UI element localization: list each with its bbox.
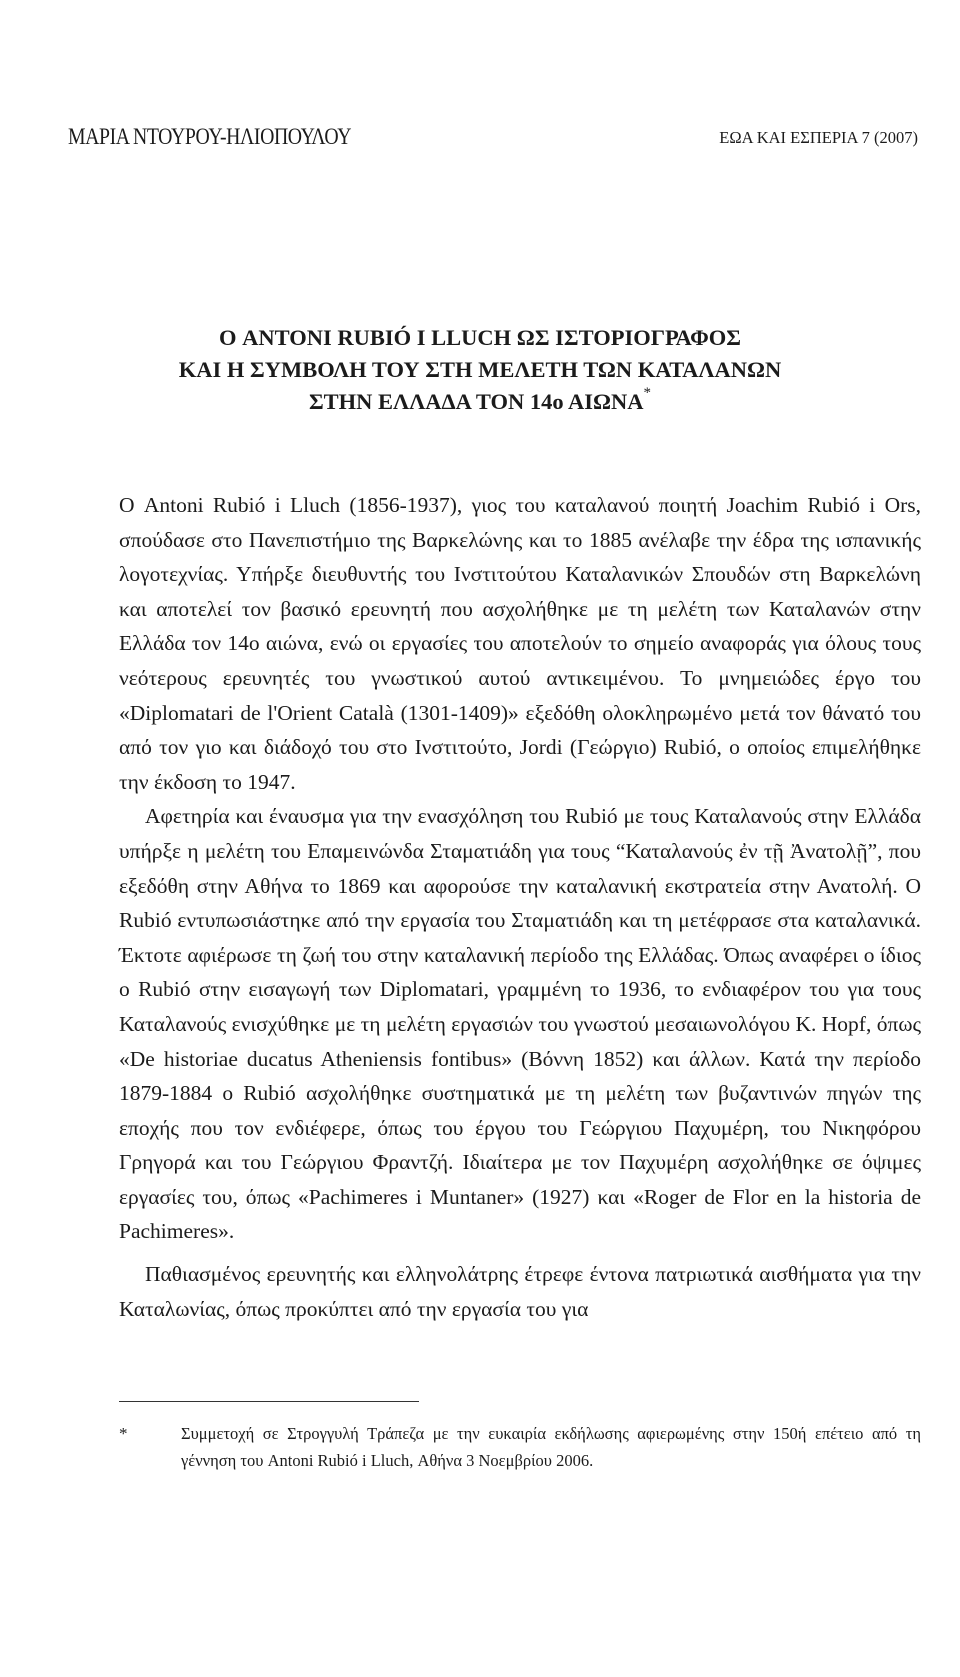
body-paragraph-3: Παθιασμένος ερευνητής και ελληνολάτρης έτρεφε έντονα πατριωτικά αισθήματα για την Καταλωνίας, όπως προκύπτει από την εργασία του για [119, 1262, 921, 1321]
footnote [119, 1420, 921, 1474]
journal-citation: ΕΩΑ ΚΑΙ ΕΣΠΕΡΙΑ 7 (2007) [719, 128, 918, 147]
author-name: ΜΑΡΙΑ ΝΤΟΥΡΟΥ-ΗΛΙΟΠΟΥΛΟΥ [68, 124, 352, 149]
body-paragraph-1: Ο Antoni Rubió i Lluch (1856-1937), γιος του καταλανού ποιητή Joachim Rubió i Ors, σπούδασε στο Πανεπιστήμιο της Βαρκελώνης και το 1885 ανέλαβε την έδρα της ισπανικής λογοτεχνίας. Υπήρξε διευθυντής του Ινστιτούτου Καταλανικών Σπουδών στη Βαρκελώνη και αποτελεί τον βασικό ερευνητή που ασχολήθηκε με τη μελέτη των Καταλανών στην Ελλάδα τον 14ο αιώνα, ενώ οι εργασίες του αποτελούν το σημείο αναφοράς για όλους τους νεότερους ερευνητές του γνωστικού αυτού αντικειμένου. Το μνημειώδες έργο του «Diplomatari de l'Orient Català (1301-1409)» εξεδόθη ολοκληρωμένο μετά τον θάνατό του από τον γιο και διάδοχό του στο Ινστιτούτο, Jordi (Γεώργιο) Rubió, ο οποίος επιμελήθηκε την έκδοση το 1947. [119, 493, 921, 794]
footnote-text: Συμμετοχή σε Στρογγυλή Τράπεζα με την ευκαιρία εκδήλωσης αφιερωμένης στην 150ή επέτειο από τη γέννηση του Antoni Rubió i Lluch, Αθήνα 3 Νοεμβρίου 2006. [181, 1424, 921, 1470]
footnote-separator [119, 1401, 419, 1402]
title-line-3-text: ΣΤΗΝ ΕΛΛΑΔΑ ΤΟΝ 14ο ΑΙΩΝΑ [308, 389, 644, 414]
running-head [68, 124, 918, 154]
article-title [110, 322, 850, 418]
title-line-3 [110, 386, 850, 418]
article-body [119, 488, 921, 1326]
body-paragraph-2: Αφετηρία και έναυσμα για την ενασχόληση του Rubió με τους Καταλανούς στην Ελλάδα υπήρξε η μελέτη του Επαμεινώνδα Σταματιάδη για τους “Καταλανούς ἐν τῇ Ἀνατολῇ”, που εξεδόθη στην Αθήνα το 1869 και αφορούσε την καταλανική εκστρατεία στην Ανατολή. Ο Rubió εντυπωσιάστηκε από την εργασία του Σταματιάδη και τη μετέφρασε στα καταλανικά. Έκτοτε αφιέρωσε τη ζωή του στην καταλανική περίοδο της Ελλάδας. Όπως αναφέρει ο ίδιος ο Rubió στην εισαγωγή των Diplomatari, γραμμένη το 1936, το ενδιαφέρον του για τους Καταλανούς ενισχύθηκε με τη μελέτη εργασιών του γνωστού μεσαιωνολόγου K. Hopf, όπως «De historiae ducatus Atheniensis fontibus» (Βόννη 1852) και άλλων. Κατά την περίοδο 1879-1884 ο Rubió ασχολήθηκε συστηματικά με τη μελέτη των βυζαντινών πηγών της εποχής που τον ενδιέφερε, όπως του έργου του Γεώργιου Παχυμέρη, του Νικηφόρου Γρηγορά και του Γεώργιου Φραντζή. Ιδιαίτερα με τον Παχυμέρη ασχολήθηκε σε όψιμες εργασίες του, όπως «Pachimeres i Muntaner» (1927) και «Roger de Flor en la historia de Pachimeres». [119, 804, 921, 1244]
title-footnote-marker[interactable]: * [643, 385, 652, 401]
title-line-1: Ο ANTONI RUBIÓ I LLUCH ΩΣ ΙΣΤΟΡΙΟΓΡΑΦΟΣ [219, 325, 741, 350]
footnote-marker: * [119, 1424, 128, 1443]
title-line-2: ΚΑΙ Η ΣΥΜΒΟΛΗ ΤΟΥ ΣΤΗ ΜΕΛΕΤΗ ΤΩΝ ΚΑΤΑΛΑΝΩΝ [178, 357, 782, 382]
